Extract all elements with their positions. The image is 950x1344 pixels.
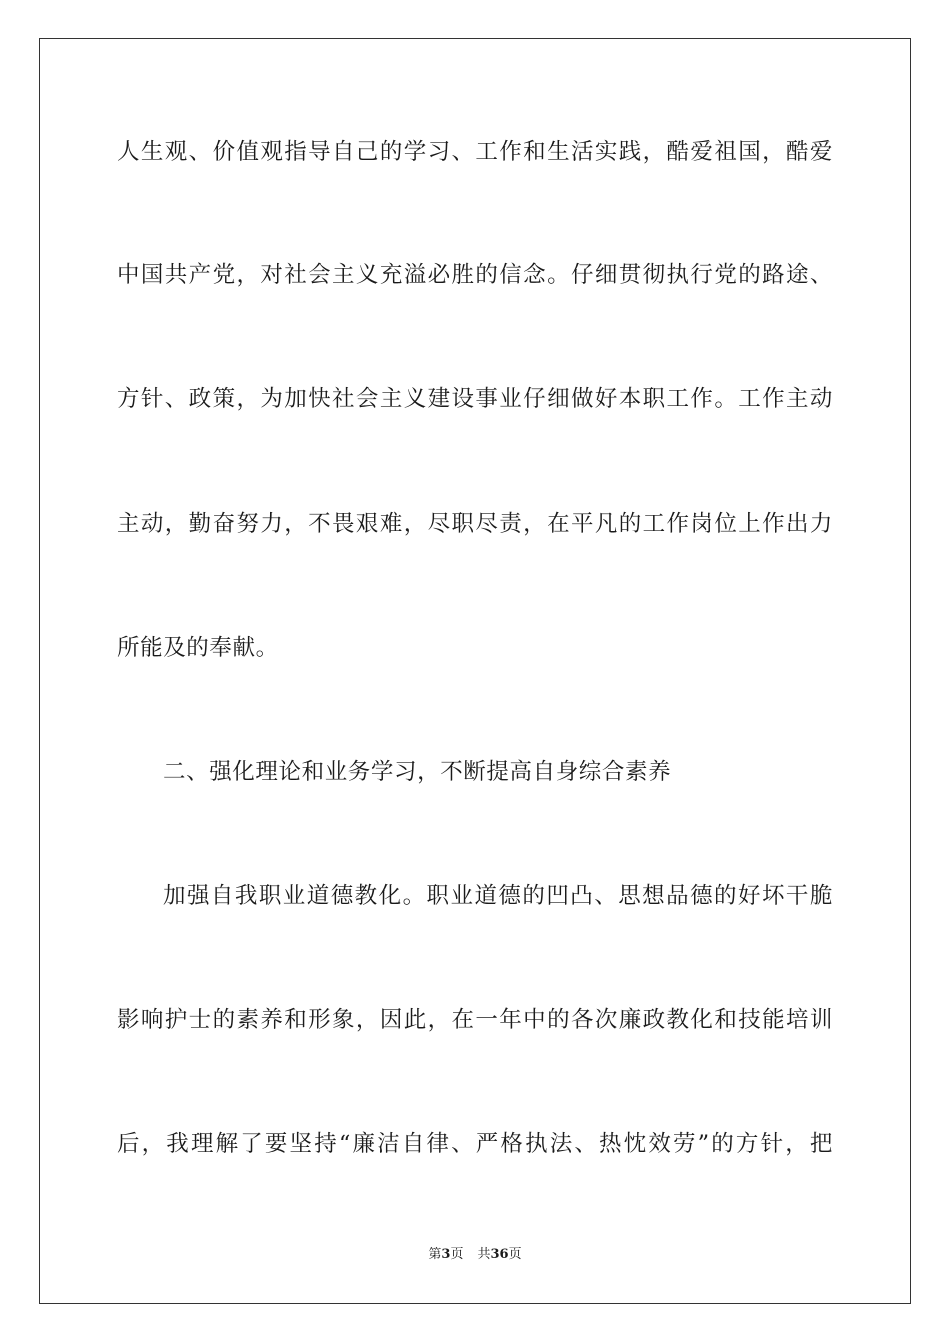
body-text-line: 加强自我职业道德教化。职业道德的凹凸、思想品德的好坏干脆 — [163, 883, 833, 909]
body-text-line: 人生观、价值观指导自己的学习、工作和生活实践，酷爱祖国，酷爱 — [117, 139, 833, 165]
section-heading: 二、强化理论和业务学习，不断提高自身综合素养 — [163, 759, 672, 785]
page-number: 3 — [441, 1247, 451, 1262]
body-text-line: 后，我理解了要坚持“廉洁自律、严格执法、热忱效劳”的方针，把 — [117, 1131, 833, 1157]
page-suffix: 页 — [450, 1247, 464, 1262]
body-text-line: 主动，勤奋努力，不畏艰难，尽职尽责，在平凡的工作岗位上作出力 — [117, 511, 833, 537]
total-pages: 36 — [490, 1247, 509, 1262]
body-text-line: 影响护士的素养和形象，因此，在一年中的各次廉政教化和技能培训 — [117, 1007, 833, 1033]
page-frame — [39, 38, 911, 1304]
total-suffix: 页 — [508, 1247, 522, 1262]
page-prefix: 第 — [428, 1247, 442, 1262]
body-text-line: 所能及的奉献。 — [117, 635, 279, 661]
total-prefix: 共 — [477, 1247, 491, 1262]
body-text-line: 方针、政策，为加快社会主义建设事业仔细做好本职工作。工作主动 — [117, 386, 833, 412]
page-footer — [0, 1246, 950, 1264]
body-text-line: 中国共产党，对社会主义充溢必胜的信念。仔细贯彻执行党的路途、 — [117, 262, 833, 288]
